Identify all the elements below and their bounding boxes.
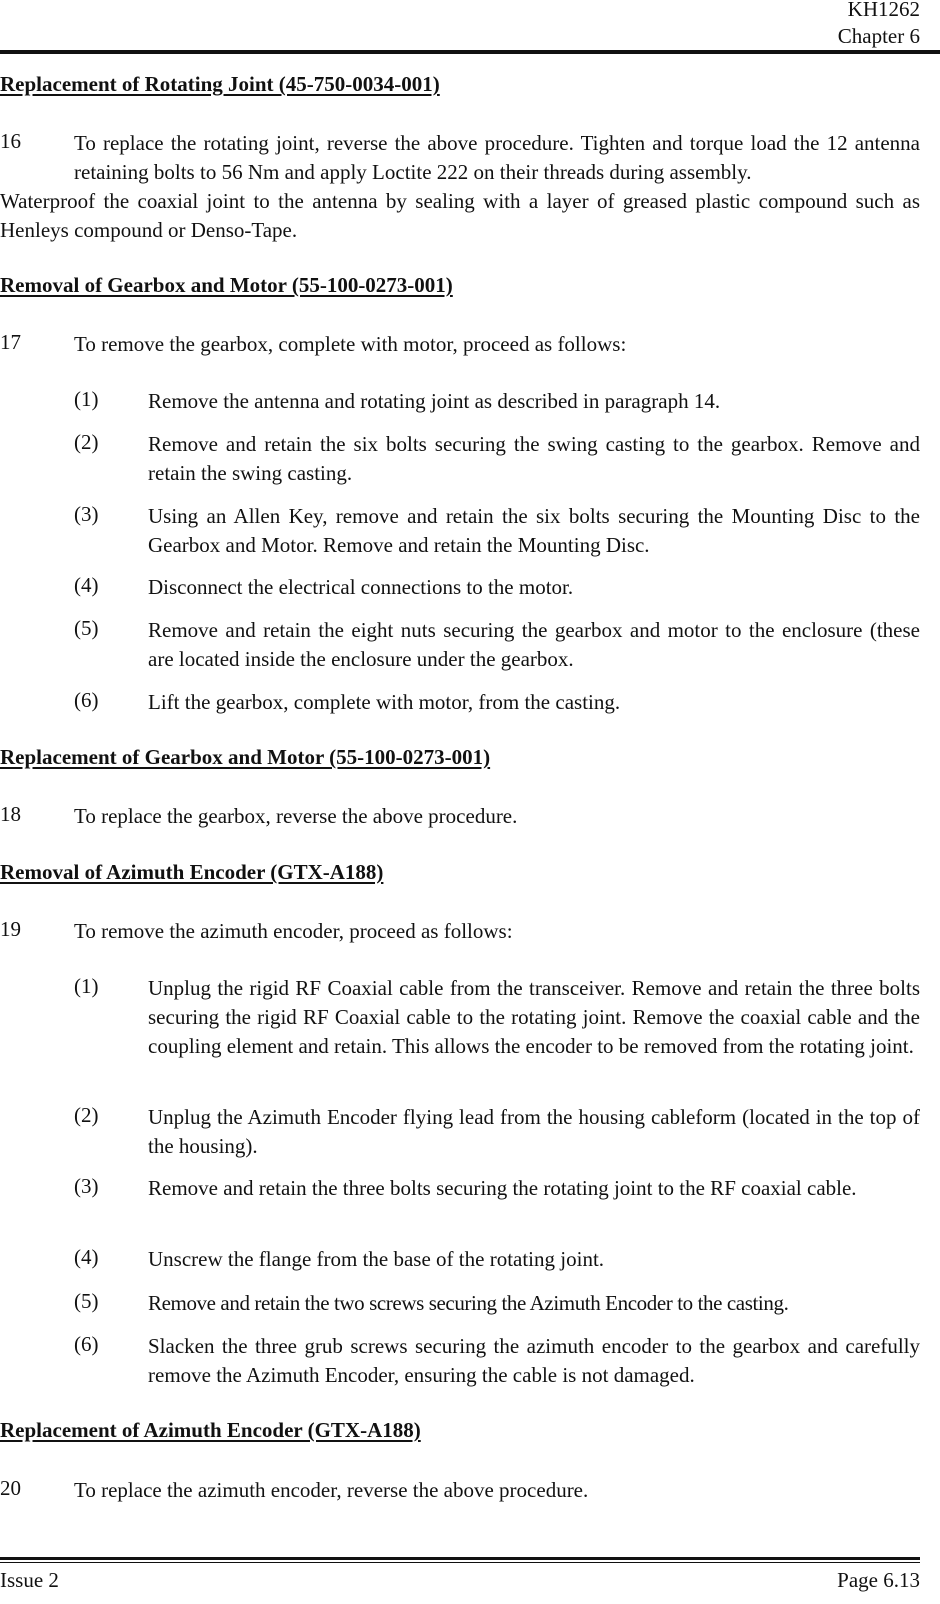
step-text: Lift the gearbox, complete with motor, from the casting.: [148, 690, 621, 714]
chapter-label: Chapter 6: [837, 24, 920, 48]
step-number: (3): [74, 1174, 99, 1198]
paragraph-number-17: 17: [0, 330, 21, 354]
paragraph-16-text: To replace the rotating joint, reverse the above procedure. Tighten and torque load the 12 antenna retaining bolts to 56 Nm and apply Loctite 222 on their threads during assembly.: [74, 131, 920, 184]
step-number: (4): [74, 1245, 99, 1269]
step-text: Unplug the Azimuth Encoder flying lead from the housing cableform (located in the top of the housing).: [148, 1105, 920, 1158]
section-heading-removal-azimuth-encoder: Removal of Azimuth Encoder (GTX-A188): [0, 860, 384, 884]
paragraph-18-text: To replace the gearbox, reverse the above procedure.: [74, 804, 518, 828]
step-text: Remove and retain the two screws securing the Azimuth Encoder to the casting.: [148, 1291, 789, 1315]
step-number: (2): [74, 1103, 99, 1127]
step-text: Using an Allen Key, remove and retain the six bolts securing the Mounting Disc to the Gearbox and Motor. Remove and retain the Mounting Disc.: [148, 504, 920, 557]
step-number: (3): [74, 502, 99, 526]
paragraph-20-text: To replace the azimuth encoder, reverse the above procedure.: [74, 1478, 589, 1502]
page-number: Page 6.13: [837, 1568, 920, 1592]
step-text: Slacken the three grub screws securing the azimuth encoder to the gearbox and carefully remove the Azimuth Encoder, ensuring the cable is not damaged.: [148, 1334, 920, 1387]
paragraph-17-text: To remove the gearbox, complete with motor, proceed as follows:: [74, 332, 627, 356]
step-number: (1): [74, 387, 99, 411]
step-number: (5): [74, 616, 99, 640]
step-number: (5): [74, 1289, 99, 1313]
section-heading-replacement-azimuth-encoder: Replacement of Azimuth Encoder (GTX-A188): [0, 1418, 421, 1442]
paragraph-number-18: 18: [0, 802, 21, 826]
section-heading-replacement-rotating-joint: Replacement of Rotating Joint (45-750-0034-001): [0, 72, 440, 96]
step-number: (4): [74, 573, 99, 597]
step-text: Remove the antenna and rotating joint as described in paragraph 14.: [148, 389, 721, 413]
step-text: Remove and retain the three bolts securing the rotating joint to the RF coaxial cable.: [148, 1176, 857, 1200]
header-rule: [0, 50, 940, 54]
step-number: (1): [74, 974, 99, 998]
footer-rule: [0, 1557, 920, 1560]
step-number: (2): [74, 430, 99, 454]
paragraph-number-20: 20: [0, 1476, 21, 1500]
paragraph-16-continuation: Waterproof the coaxial joint to the antenna by sealing with a layer of greased plastic compound such as Henleys compound or Denso-Tape.: [0, 189, 920, 242]
step-number: (6): [74, 1332, 99, 1356]
paragraph-number-16: 16: [0, 129, 21, 153]
step-text: Unplug the rigid RF Coaxial cable from the transceiver. Remove and retain the three bolts securing the rigid RF Coaxial cable to the rotating joint. Remove the coaxial cable and the coupling element and retain. This allows the encoder to be removed from the rotating joint.: [148, 976, 920, 1058]
footer-rule-thin: [0, 1562, 920, 1563]
step-text: Remove and retain the six bolts securing the swing casting to the gearbox. Remove and retain the swing casting.: [148, 432, 920, 485]
step-number: (6): [74, 688, 99, 712]
step-text: Unscrew the flange from the base of the rotating joint.: [148, 1247, 605, 1271]
section-heading-removal-gearbox-motor: Removal of Gearbox and Motor (55-100-0273-001): [0, 273, 453, 297]
document-id: KH1262: [847, 0, 920, 21]
issue-label: Issue 2: [0, 1568, 59, 1592]
section-heading-replacement-gearbox-motor: Replacement of Gearbox and Motor (55-100-0273-001): [0, 745, 491, 769]
step-text: Disconnect the electrical connections to the motor.: [148, 575, 574, 599]
paragraph-19-text: To remove the azimuth encoder, proceed as follows:: [74, 919, 513, 943]
step-text: Remove and retain the eight nuts securing the gearbox and motor to the enclosure (these are located inside the enclosure under the gearbox.: [148, 618, 920, 671]
paragraph-number-19: 19: [0, 917, 21, 941]
